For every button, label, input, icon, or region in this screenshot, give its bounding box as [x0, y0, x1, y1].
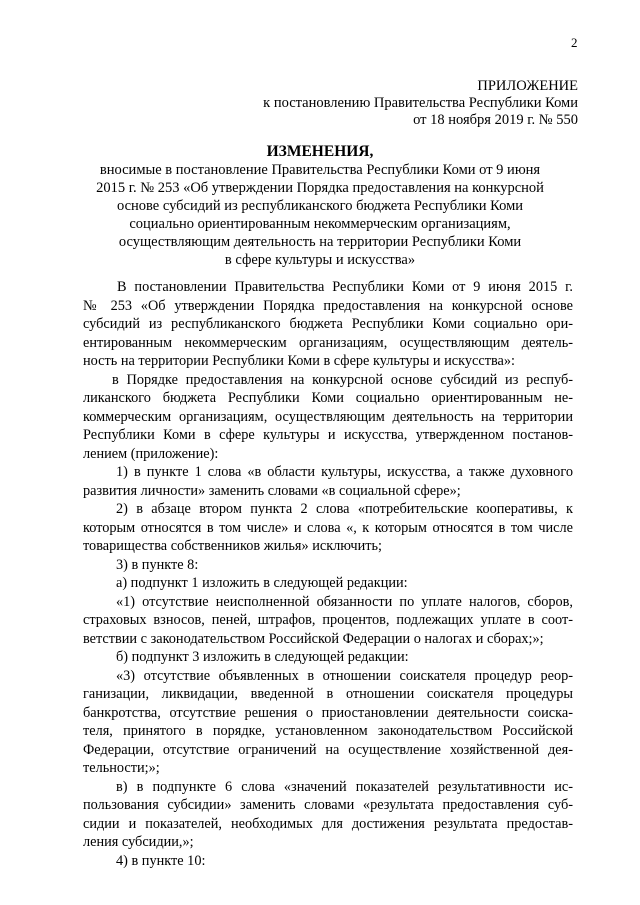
body-line: которым относятся в том числе» и слова «, к которым относятся в том числе — [83, 519, 573, 536]
body-line: развития личности» заменить словами «в социальной сфере»; — [83, 482, 461, 499]
body-line: сидии и показателей, необходимых для достижения результата предостав- — [83, 815, 573, 832]
page-number: 2 — [571, 35, 578, 50]
body-line: тельности;»; — [83, 760, 160, 776]
body-line: 2) в абзаце втором пункта 2 слова «потребительские кооперативы, к — [116, 501, 573, 517]
body-line: банкротства, отсутствие решения о приостановлении деятельности соиска- — [83, 704, 573, 721]
body-line: 1) в пункте 1 слова «в области культуры, искусства, а также духовного — [116, 464, 573, 480]
body-line: теля, принятого в порядке, установленном законодательством Российской — [83, 723, 573, 739]
body-line: «1) отсутствие неисполненной обязанности по уплате налогов, сборов, — [116, 593, 573, 610]
body-line: ность на территории Республики Коми в сфере культуры и искусства»: — [83, 353, 515, 369]
body-line: ветствии с законодательством Российской Федерации о налогах и сборах;»; — [83, 630, 544, 647]
body-line: В постановлении Правительства Республики Коми от 9 июня 2015 г. — [117, 279, 573, 295]
subtitle-line: основе субсидий из республиканского бюджета Республики Коми — [116, 198, 524, 214]
subtitle-line: вносимые в постановление Правительства Республики Коми от 9 июня — [99, 162, 541, 178]
body-line: 3) в пункте 8: — [116, 556, 199, 573]
body-line: б) подпункт 3 изложить в следующей редакции: — [116, 649, 409, 665]
document-heading: ИЗМЕНЕНИЯ, — [266, 143, 374, 160]
appendix-date-line: от 18 ноября 2019 г. № 550 — [413, 112, 578, 128]
body-line: в) в подпункте 6 слова «значений показателей результативности ис- — [116, 778, 573, 795]
subtitle-line: социально ориентированным некоммерческим организациям, — [129, 216, 511, 232]
body-line: «3) отсутствие объявленных в отношении соискателя процедур реор- — [116, 667, 573, 684]
body-line: ликанского бюджета Республики Коми социально ориентированным не- — [83, 390, 573, 406]
subtitle-line: в сфере культуры и искусства» — [224, 252, 416, 268]
body-line: ления субсидии,»; — [83, 834, 194, 850]
body-line: страховых взносов, пеней, штрафов, процентов, подлежащих уплате в соот- — [83, 612, 573, 628]
appendix-block — [263, 78, 578, 129]
appendix-decree-line: к постановлению Правительства Республики Коми — [263, 95, 578, 111]
body-line: ентированным некоммерческим организациям, осуществляющим деятель- — [83, 334, 573, 351]
body-line: 4) в пункте 10: — [116, 852, 206, 869]
document-subtitle — [60, 161, 580, 269]
body-line: № 253 «Об утверждении Порядка предоставления на конкурсной основе — [83, 297, 573, 314]
body-line: в Порядке предоставления на конкурсной основе субсидий из респуб- — [112, 371, 573, 388]
body-line: лением (приложение): — [83, 445, 219, 462]
body-line: субсидий из республиканского бюджета Республики Коми социально ори- — [83, 316, 573, 332]
appendix-title: ПРИЛОЖЕНИЕ — [477, 78, 578, 94]
subtitle-line: 2015 г. № 253 «Об утверждении Порядка предоставления на конкурсной — [96, 180, 544, 196]
body-line: пользования субсидии» заменить словами «результата предоставления суб- — [83, 797, 573, 813]
body-line: товарищества собственников жилья» исключить; — [83, 538, 382, 554]
body-line: а) подпункт 1 изложить в следующей редакции: — [116, 575, 408, 591]
body-line: Федерации, отсутствие ограничений на осуществление хозяйственной дея- — [83, 741, 573, 758]
body-line: коммерческим организациям, осуществляющим деятельность на территории — [83, 408, 573, 425]
subtitle-line: осуществляющим деятельность на территории Республики Коми — [118, 234, 522, 250]
body-line: Республики Коми в сфере культуры и искусства, утвержденном постанов- — [83, 427, 573, 443]
body-line: ганизации, ликвидации, введенной в отношении соискателя процедуры — [83, 686, 573, 702]
document-body — [83, 278, 573, 870]
